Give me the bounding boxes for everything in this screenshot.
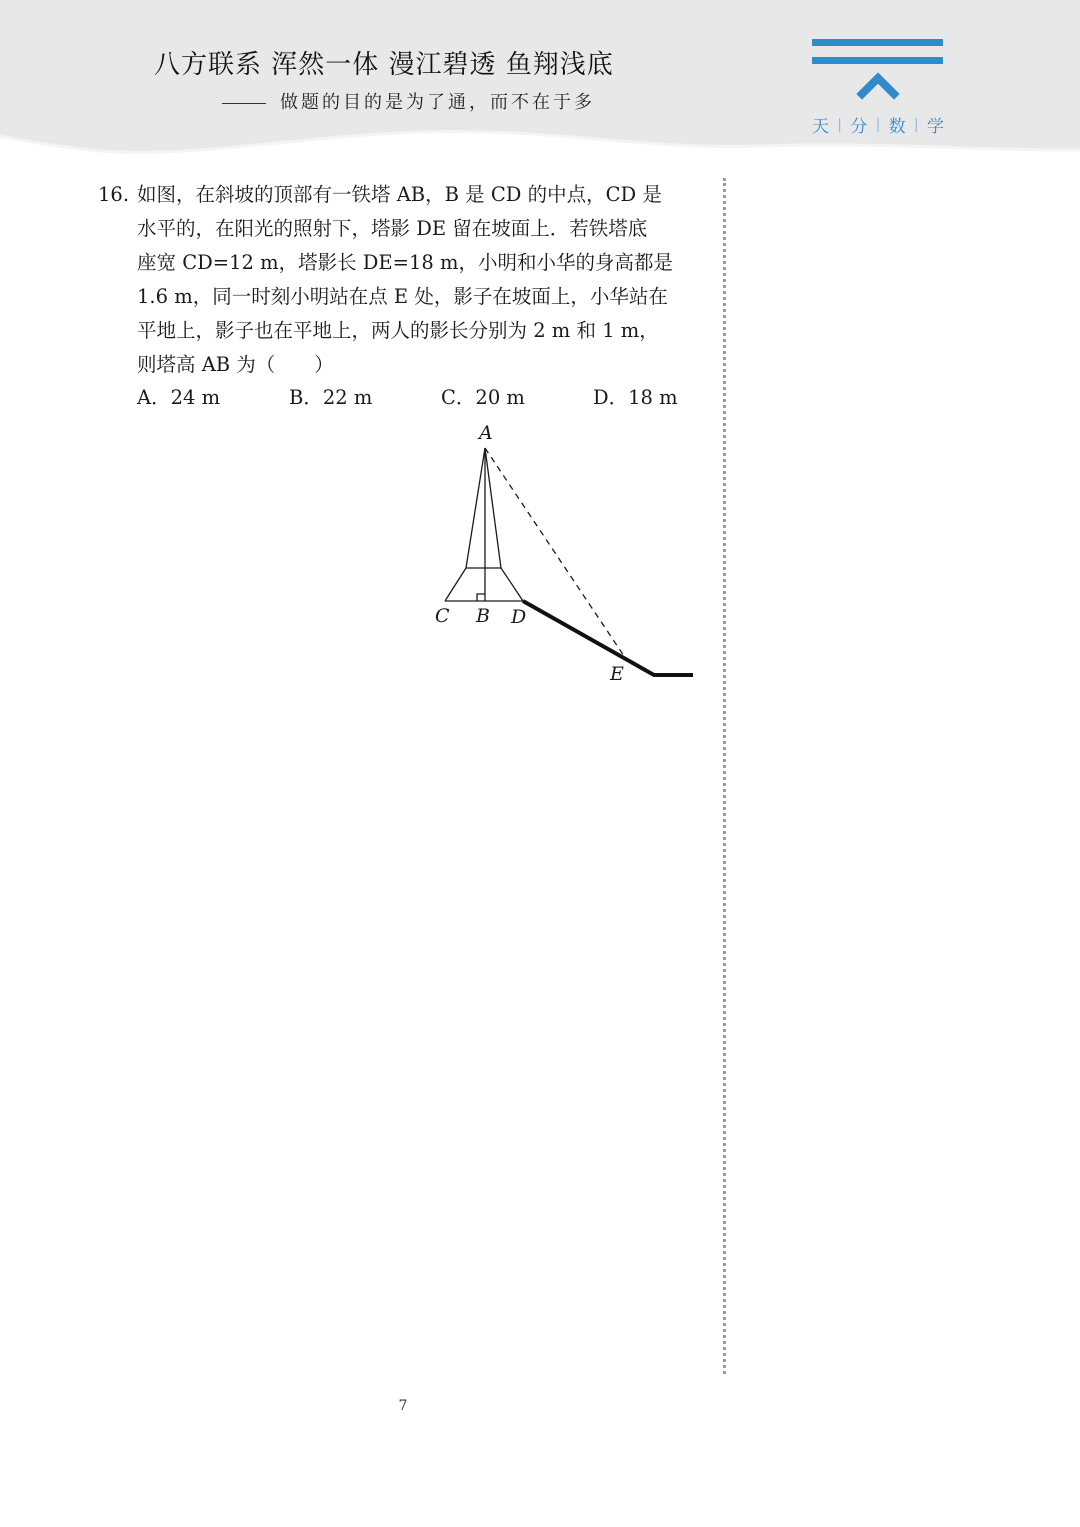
label-a: A bbox=[479, 422, 493, 444]
option-value: 24 m bbox=[170, 386, 221, 409]
problem-line: 则塔高 AB 为（ ） bbox=[137, 353, 334, 376]
option-value: 20 m bbox=[475, 386, 525, 409]
option-letter: D． bbox=[593, 386, 629, 409]
label-e: E bbox=[610, 663, 624, 685]
problem-line: 1.6 m，同一时刻小明站在点 E 处，影子在坡面上，小华站在 bbox=[137, 285, 668, 308]
label-d: D bbox=[511, 606, 527, 628]
right-angle-mark bbox=[477, 594, 485, 601]
problem-line: 平地上，影子也在平地上，两人的影长分别为 2 m 和 1 m， bbox=[137, 319, 659, 342]
problem-line-text: 如图，在斜坡的顶部有一铁塔 AB，B 是 CD 的中点，CD 是 bbox=[137, 183, 662, 206]
page-number: 7 bbox=[398, 1398, 408, 1414]
problem-line bbox=[98, 178, 710, 212]
logo-char: 数 bbox=[888, 117, 906, 137]
option-a bbox=[137, 381, 220, 415]
logo-text bbox=[812, 112, 944, 137]
logo-bar-top bbox=[812, 39, 943, 46]
option-d bbox=[593, 381, 678, 415]
option-letter: C． bbox=[441, 386, 476, 409]
column-divider bbox=[723, 178, 726, 1374]
logo-char: 学 bbox=[926, 117, 944, 137]
header-slogan: 八方联系 浑然一体 漫江碧透 鱼翔浅底 bbox=[154, 50, 614, 80]
option-letter: B． bbox=[289, 386, 323, 409]
sun-ray-dashed bbox=[485, 448, 624, 656]
label-b: B bbox=[476, 605, 490, 627]
label-c: C bbox=[435, 605, 450, 627]
logo-separator: | bbox=[913, 116, 919, 133]
base-right-edge bbox=[501, 568, 523, 601]
logo-bar-bottom bbox=[812, 57, 943, 64]
option-value: 22 m bbox=[322, 386, 373, 409]
logo-caret-icon bbox=[862, 78, 894, 94]
logo-separator: | bbox=[837, 116, 843, 133]
logo-char: 天 bbox=[812, 117, 829, 137]
tower-left-edge bbox=[466, 448, 485, 568]
problem-number: 16. bbox=[98, 183, 130, 206]
header-motto bbox=[222, 88, 595, 114]
slope-de-and-flat bbox=[523, 601, 693, 675]
base-left-edge bbox=[445, 568, 466, 601]
tower-figure bbox=[420, 415, 710, 695]
logo-char: 分 bbox=[850, 117, 868, 137]
logo-mark bbox=[810, 36, 946, 102]
problem-line: 座宽 CD=12 m，塔影长 DE=18 m，小明和小华的身高都是 bbox=[137, 251, 674, 274]
option-c bbox=[441, 381, 525, 415]
problem-16 bbox=[98, 178, 710, 382]
problem-line: 水平的，在阳光的照射下，塔影 DE 留在坡面上．若铁塔底 bbox=[137, 217, 648, 240]
option-b bbox=[289, 381, 372, 415]
motto-text: 做题的目的是为了通，而不在于多 bbox=[280, 92, 595, 113]
tower-right-edge bbox=[485, 448, 501, 568]
logo-separator: | bbox=[875, 116, 881, 133]
option-value: 18 m bbox=[628, 386, 678, 409]
motto-dash bbox=[222, 103, 266, 104]
option-letter: A． bbox=[137, 386, 171, 409]
